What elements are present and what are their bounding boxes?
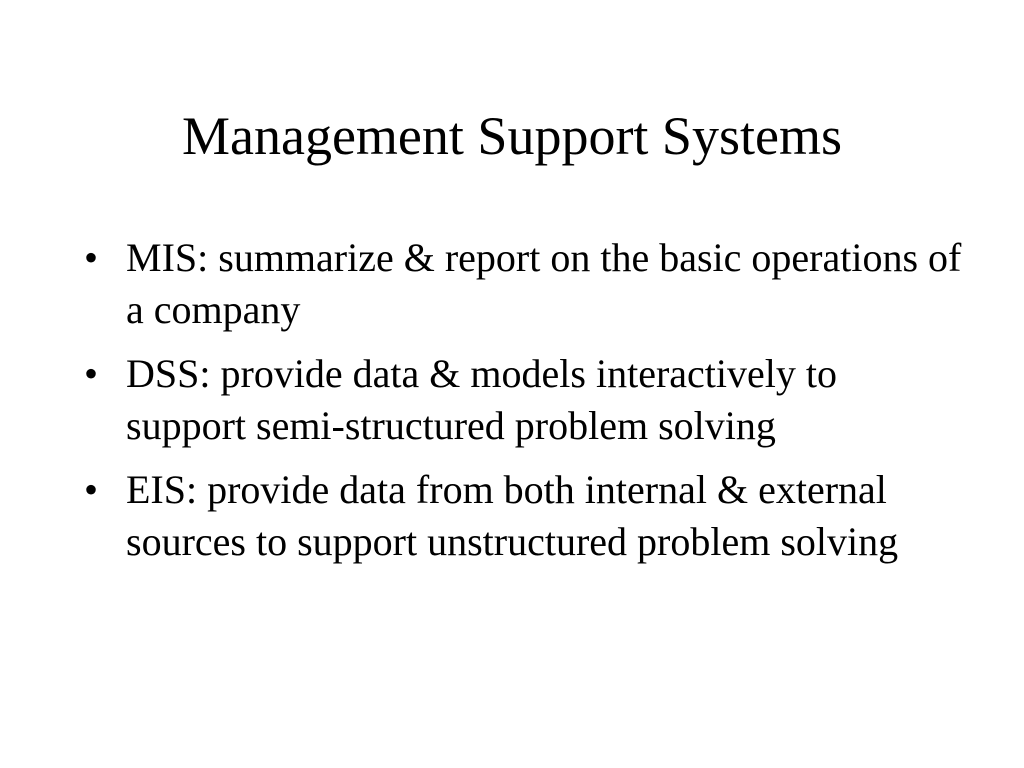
bullet-item-eis [84, 464, 964, 568]
bullet-list [84, 232, 964, 580]
bullet-item-dss [84, 348, 964, 452]
bullet-icon: • [84, 235, 99, 280]
bullet-item-mis [84, 232, 964, 336]
bullet-text: MIS: summarize & report on the basic operations of a company [126, 235, 962, 332]
bullet-icon: • [84, 351, 99, 396]
bullet-text: EIS: provide data from both internal & external sources to support unstructured problem solving [126, 467, 899, 564]
bullet-text: DSS: provide data & models interactively to support semi-structured problem solving [126, 351, 837, 448]
slide-title: Management Support Systems [182, 106, 842, 166]
bullet-icon: • [84, 467, 99, 512]
